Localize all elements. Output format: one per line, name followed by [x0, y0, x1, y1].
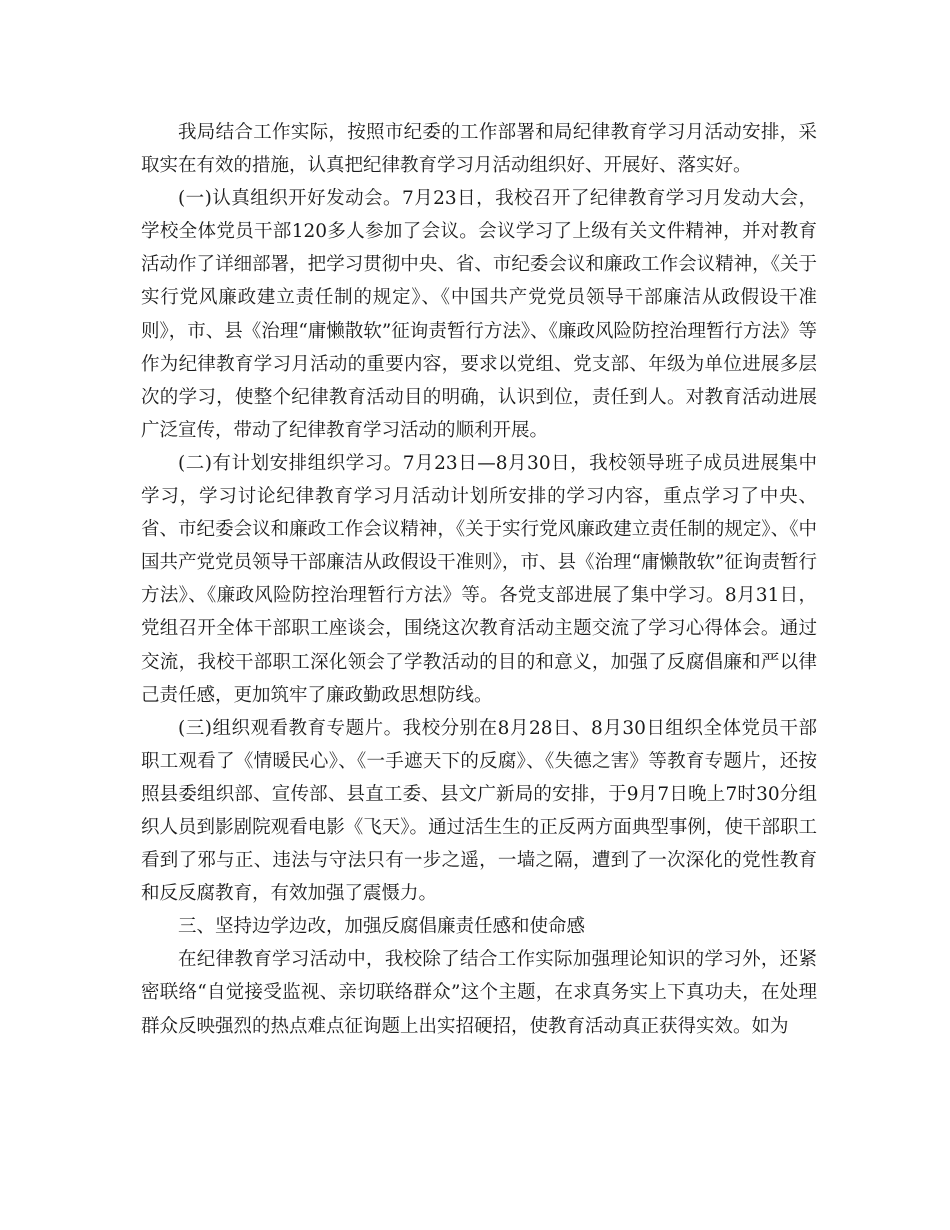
- paragraph-mobilization-meeting: (一)认真组织开好发动会。7月23日，我校召开了纪律教育学习月发动大会，学校全体党员干部120多人参加了会议。会议学习了上级有关文件精神，并对教育活动作了详细部署，把学习贯彻中央、省、市纪委会议和廉政工作会议精神，《关于实行党风廉政建立责任制的规定》、《中国共产党党员领导干部廉洁从政假设干准则》，市、县《治理“庸懒散软”征询责暂行方法》、《廉政风险防控治理暂行方法》等作为纪律教育学习月活动的重要内容，要求以党组、党支部、年级为单位进展多层次的学习，使整个纪律教育活动目的明确，认识到位，责任到人。对教育活动进展广泛宣传，带动了纪律教育学习活动的顺利开展。: [141, 188, 817, 441]
- paragraph-learn-and-correct: 在纪律教育学习活动中，我校除了结合工作实际加强理论知识的学习外，还紧密联络“自觉接受监视、亲切联络群众”这个主题，在求真务实上下真功夫，在处理群众反映强烈的热点难点征询题上出实招硬招，使教育活动真正获得实效。如为: [141, 949, 817, 1037]
- paragraph-planned-study: (二)有计划安排组织学习。7月23日—8月30日，我校领导班子成员进展集中学习，学习讨论纪律教育学习月活动计划所安排的学习内容，重点学习了中央、省、市纪委会议和廉政工作会议精神，《关于实行党风廉政建立责任制的规定》、《中国共产党党员领导干部廉洁从政假设干准则》，市、县《治理“庸懒散软”征询责暂行方法》、《廉政风险防控治理暂行方法》等。各党支部进展了集中学习。8月31日，党组召开全体干部职工座谈会，围绕这次教育活动主题交流了学习心得体会。通过交流，我校干部职工深化领会了学教活动的目的和意义，加强了反腐倡廉和严以律己责任感，更加筑牢了廉政勤政思想防线。: [141, 452, 817, 706]
- paragraph-documentary-viewing: (三)组织观看教育专题片。我校分别在8月28日、8月30日组织全体党员干部职工观看了《情暖民心》、《一手遮天下的反腐》、《失德之害》等教育专题片，还按照县委组织部、宣传部、县直工委、县文广新局的安排，于9月7日晚上7时30分组织人员到影剧院观看电影《飞天》。通过活生生的正反两方面典型事例，使干部职工看到了邪与正、违法与守法只有一步之遥，一墙之隔，遭到了一次深化的党性教育和反反腐教育，有效加强了震慑力。: [141, 717, 817, 905]
- section-heading: 三、坚持边学边改，加强反腐倡廉责任感和使命感: [178, 916, 586, 938]
- document-body: [141, 116, 817, 1043]
- paragraph-intro: 我局结合工作实际，按照市纪委的工作部署和局纪律教育学习月活动安排，采取实在有效的措施，认真把纪律教育学习月活动组织好、开展好、落实好。: [141, 122, 817, 177]
